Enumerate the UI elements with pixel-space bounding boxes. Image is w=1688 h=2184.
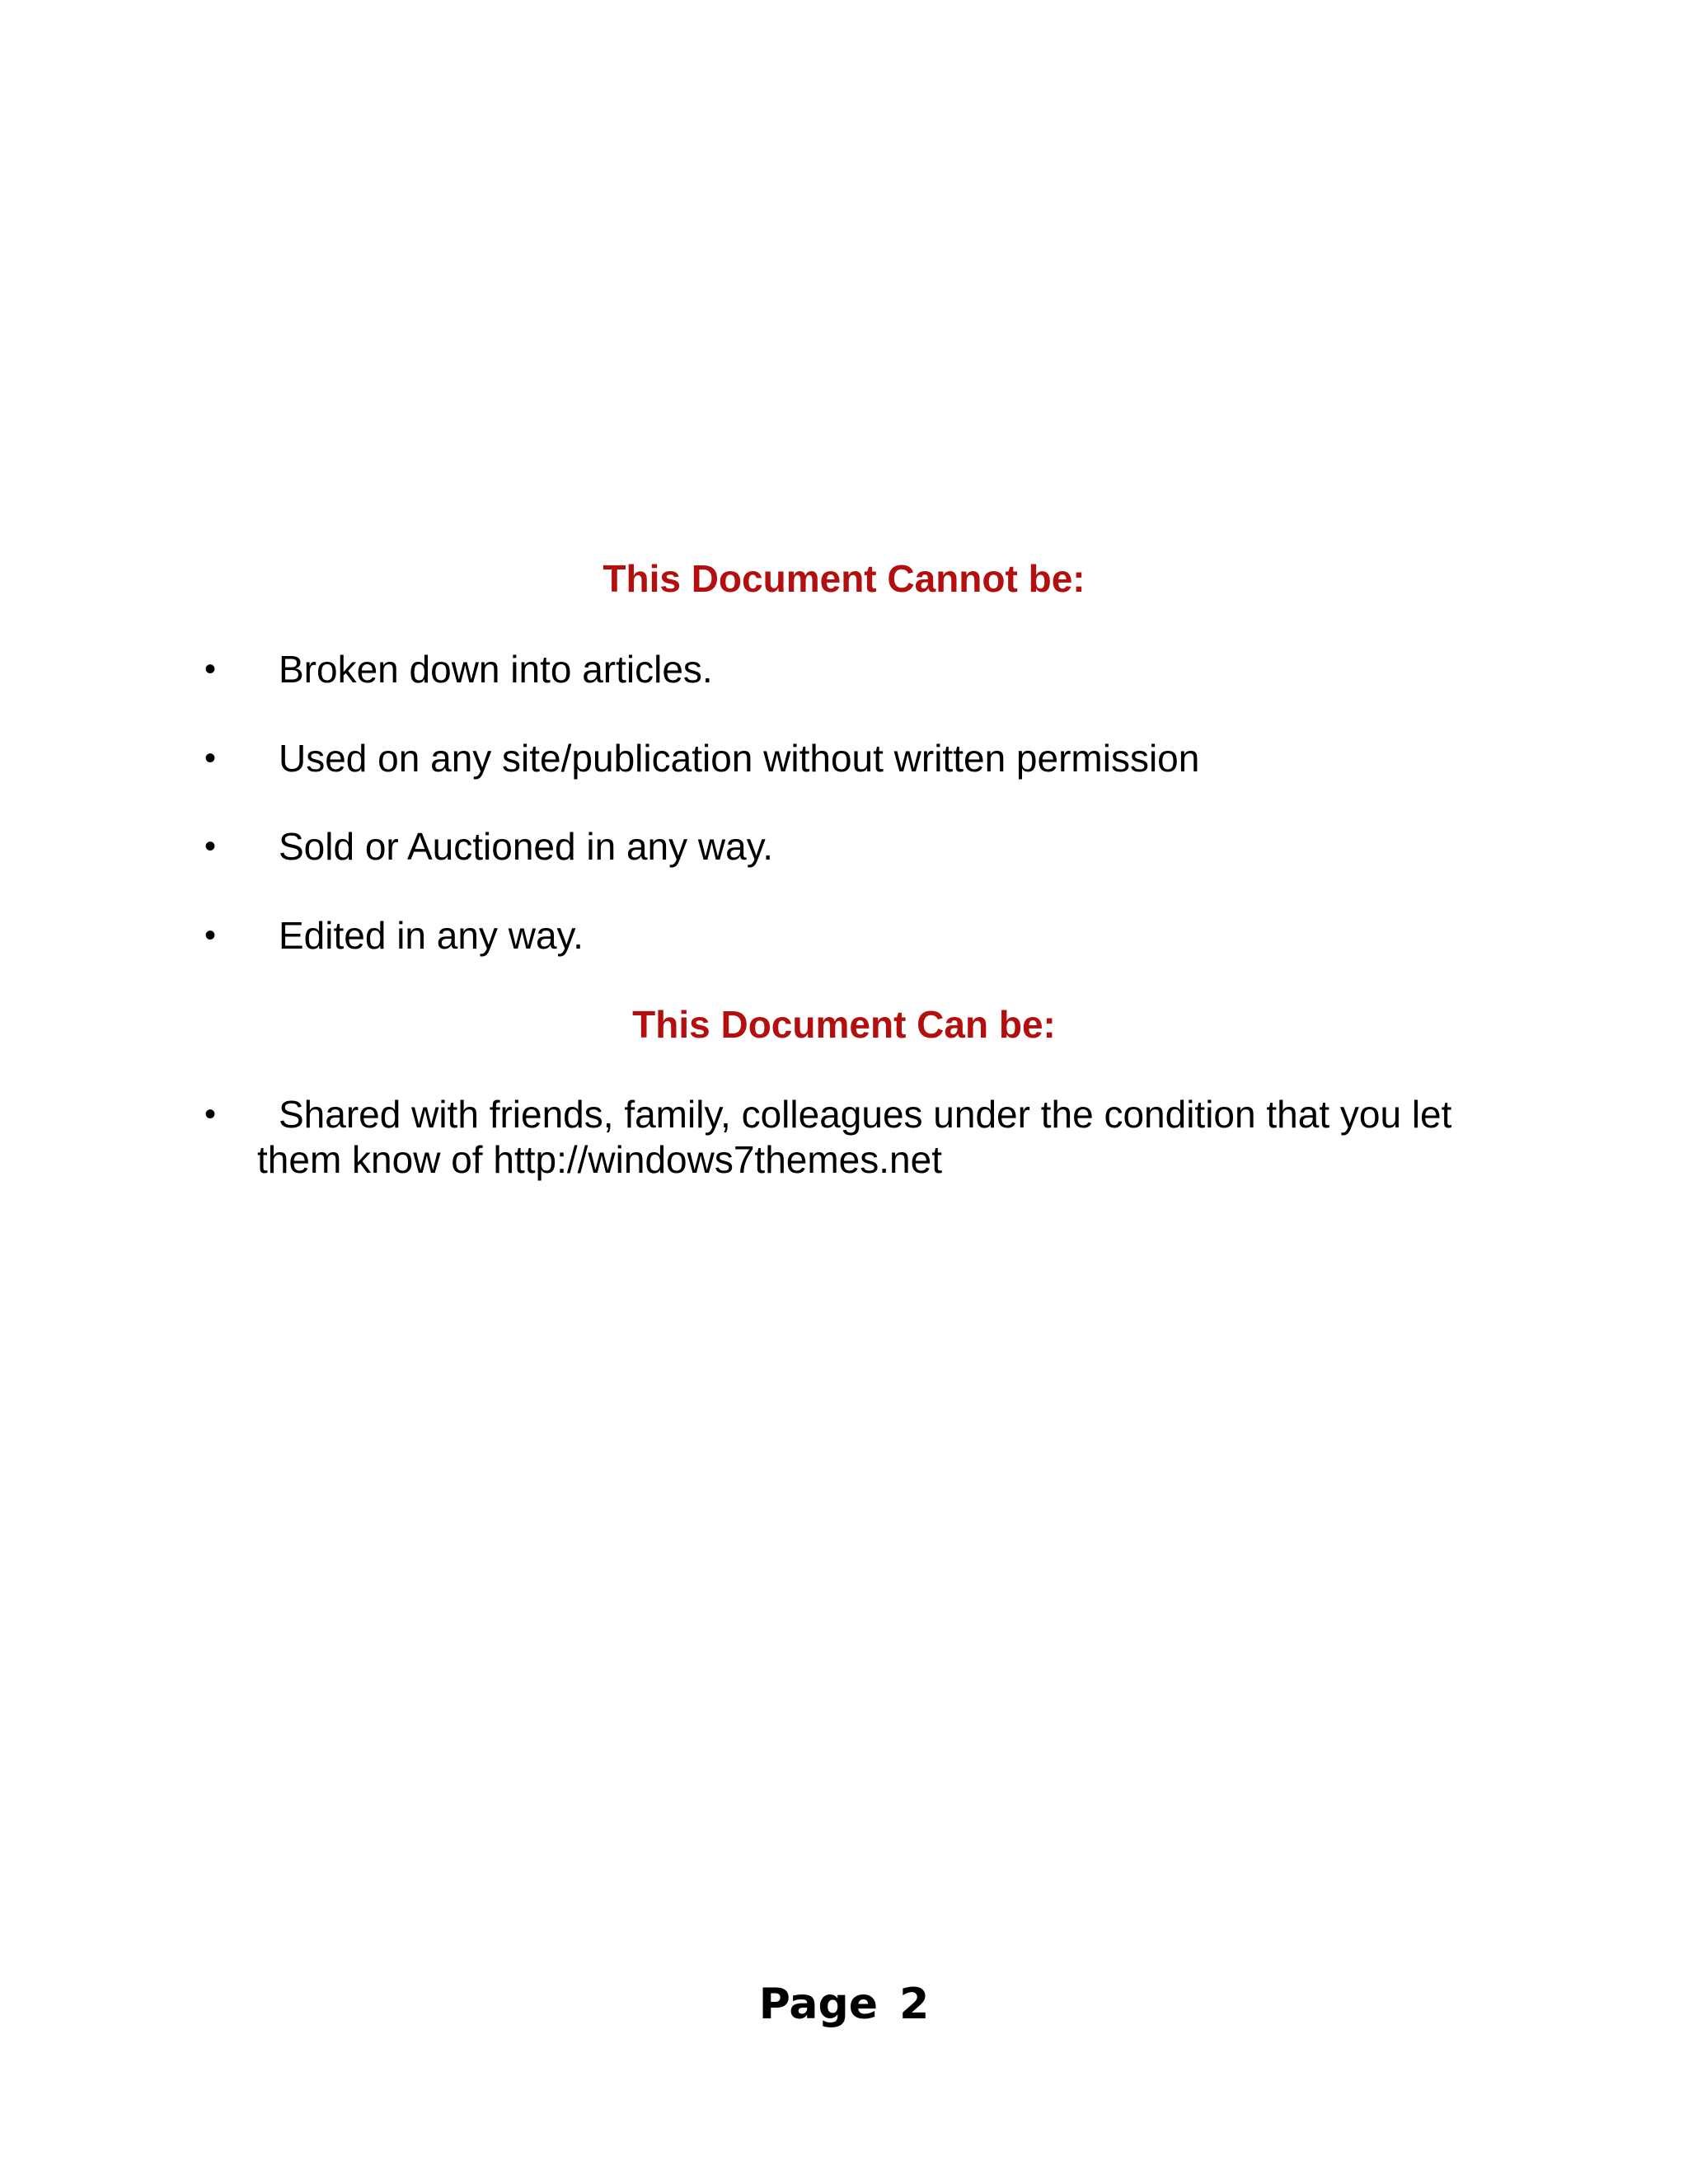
can-heading: This Document Can be: xyxy=(632,1003,1056,1046)
page-number: Page 2 xyxy=(758,1980,930,2029)
bullet-icon: • xyxy=(204,651,217,687)
bullet-icon: • xyxy=(204,1096,217,1132)
list-item-text-line-2: them know of http://windows7themes.net xyxy=(257,1138,942,1181)
bullet-icon: • xyxy=(204,917,217,954)
bullet-icon: • xyxy=(204,828,217,865)
list-item-text-line-1: Shared with friends, family, colleagues under the condition that you let xyxy=(279,1093,1452,1136)
list-item-text: Broken down into articles. xyxy=(279,648,713,691)
list-item-text: Sold or Auctioned in any way. xyxy=(279,825,774,868)
list-item-text: Edited in any way. xyxy=(279,914,584,957)
bullet-icon: • xyxy=(204,740,217,776)
list-item-text: Used on any site/publication without written permission xyxy=(279,737,1200,780)
cannot-heading: This Document Cannot be: xyxy=(603,557,1085,600)
